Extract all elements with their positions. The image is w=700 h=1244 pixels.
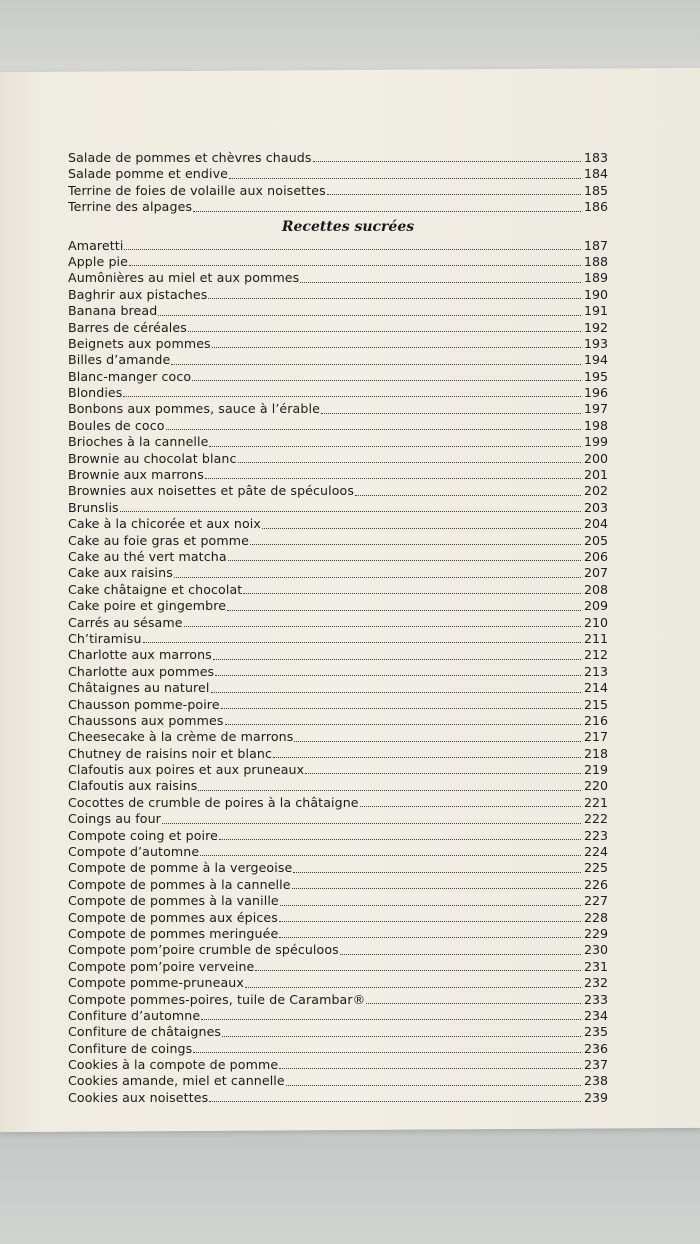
dot-leader [123,396,581,397]
toc-entry-title: Aumônières au miel et aux pommes [68,270,300,286]
toc-entry [68,303,608,319]
dot-leader [228,560,581,561]
toc-entry [68,166,608,182]
toc-entry [68,270,608,286]
toc-entry-page: 187 [583,237,608,253]
toc-entry-page: 217 [583,729,608,745]
dot-leader [162,823,581,824]
toc-entry-title: Brownie aux marrons [68,467,204,483]
toc-entry [68,942,608,958]
toc-entry-page: 212 [583,647,608,663]
toc-entry-page: 194 [583,352,608,368]
dot-leader [286,1085,581,1086]
toc-entry-page: 211 [583,630,608,646]
toc-entry [68,647,608,663]
toc-entry-title: Brownie au chocolat blanc [68,450,237,466]
toc-entry-title: Terrine des alpages [68,199,193,215]
toc-entry-page: 196 [583,385,608,401]
dot-leader [213,659,581,660]
toc-entry [68,959,608,975]
dot-leader [192,380,581,381]
toc-entry-title: Blanc-manger coco [68,368,192,384]
toc-entry-title: Compote pom’poire crumble de spéculoos [68,942,339,958]
toc-entry-page: 235 [583,1024,608,1040]
toc-entry-title: Compote d’automne [68,844,200,860]
toc-entry [68,877,608,893]
toc-entry-page: 218 [583,745,608,761]
toc-entry [68,467,608,483]
toc-entry-page: 215 [583,696,608,712]
toc-entry-title: Cookies à la compote de pomme [68,1057,279,1073]
toc-entry-page: 195 [583,368,608,384]
toc-entry [68,582,608,598]
toc-entry [68,385,608,401]
toc-entry-title: Cookies amande, miel et cannelle [68,1073,285,1089]
toc-entry-page: 228 [583,909,608,925]
dot-leader [292,888,581,889]
dot-leader [262,528,581,529]
toc-entry-title: Brioches à la cannelle [68,434,209,450]
toc-entry-page: 225 [583,860,608,876]
toc-entry [68,992,608,1008]
toc-entry [68,1057,608,1073]
toc-entry-title: Compote de pommes aux épices [68,909,278,925]
dot-leader [255,970,581,971]
toc-entry-title: Confiture de châtaignes [68,1024,222,1040]
toc-entry-title: Terrine de foies de volaille aux noisettes [68,182,326,198]
toc-entry [68,844,608,860]
toc-entry-title: Compote de pommes à la vanille [68,893,279,909]
toc-entry-page: 198 [583,417,608,433]
dot-leader [227,610,581,611]
dot-leader [293,872,581,873]
toc-entry-title: Carrés au sésame [68,614,183,630]
table-of-contents [68,150,608,1106]
dot-leader [280,905,581,906]
toc-entry-page: 185 [583,182,608,198]
toc-entry-page: 190 [583,286,608,302]
dot-leader [212,347,581,348]
toc-entry [68,795,608,811]
dot-leader [129,265,581,266]
dot-leader [305,773,581,774]
toc-entry-title: Barres de céréales [68,319,187,335]
dot-leader [201,1019,581,1020]
toc-entry-page: 232 [583,975,608,991]
toc-entry [68,713,608,729]
toc-entry-page: 204 [583,516,608,532]
toc-entry [68,975,608,991]
toc-entry-title: Châtaignes au naturel [68,680,210,696]
toc-entry-page: 230 [583,942,608,958]
toc-entry [68,199,608,215]
toc-entry [68,697,608,713]
dot-leader [193,1052,581,1053]
toc-entry [68,811,608,827]
toc-entry [68,565,608,581]
toc-entry-page: 206 [583,548,608,564]
toc-entry [68,615,608,631]
toc-entry [68,352,608,368]
toc-entry-title: Charlotte aux marrons [68,647,212,663]
toc-entry-title: Apple pie [68,253,128,269]
dot-leader [219,839,581,840]
dot-leader [221,708,581,709]
toc-entry [68,631,608,647]
toc-entry-page: 224 [583,844,608,860]
toc-entries-before [68,150,608,216]
toc-entry-page: 238 [583,1073,608,1089]
dot-leader [279,1068,581,1069]
toc-entry [68,746,608,762]
dot-leader [166,429,581,430]
toc-entry [68,729,608,745]
toc-entry-page: 219 [583,762,608,778]
toc-entry-page: 183 [583,150,608,165]
dot-leader [209,446,581,447]
toc-entry-page: 210 [583,614,608,630]
dot-leader [250,544,581,545]
toc-entry-page: 222 [583,811,608,827]
toc-entry [68,483,608,499]
toc-entry-page: 220 [583,778,608,794]
toc-entry [68,369,608,385]
toc-entry-page: 237 [583,1057,608,1073]
toc-entry-page: 203 [583,499,608,515]
toc-entry-page: 205 [583,532,608,548]
toc-entry-title: Coings au four [68,811,161,827]
toc-entry-page: 202 [583,483,608,499]
dot-leader [238,462,582,463]
toc-entry-page: 229 [583,925,608,941]
toc-entry-title: Beignets aux pommes [68,335,211,351]
toc-entry-title: Boules de coco [68,417,165,433]
toc-entry-title: Bonbons aux pommes, sauce à l’érable [68,401,320,417]
dot-leader [120,511,581,512]
toc-entry-title: Compote de pommes à la cannelle [68,876,291,892]
dot-leader [313,161,581,162]
dot-leader [366,1003,581,1004]
dot-leader [209,1101,581,1102]
toc-entry-title: Banana bread [68,303,158,319]
toc-entry [68,1041,608,1057]
toc-entry-page: 199 [583,434,608,450]
toc-entry-page: 184 [583,166,608,182]
dot-leader [243,593,581,594]
toc-entries-after [68,238,608,1107]
toc-entry [68,401,608,417]
dot-leader [340,954,581,955]
toc-entry-title: Charlotte aux pommes [68,663,215,679]
toc-entry-title: Brownies aux noisettes et pâte de spéculoos [68,483,354,499]
toc-entry-page: 221 [583,794,608,810]
dot-leader [124,249,581,250]
toc-entry-title: Clafoutis aux poires et aux pruneaux [68,762,305,778]
dot-leader [245,987,581,988]
toc-entry [68,1008,608,1024]
toc-entry [68,860,608,876]
toc-entry-title: Compote pomme-pruneaux [68,975,244,991]
toc-entry [68,418,608,434]
dot-leader [321,413,581,414]
dot-leader [174,577,581,578]
dot-leader [229,178,581,179]
toc-entry [68,910,608,926]
toc-entry [68,680,608,696]
toc-entry-page: 208 [583,581,608,597]
dot-leader [279,921,581,922]
toc-entry-title: Salade de pommes et chèvres chauds [68,150,312,165]
toc-entry-title: Chutney de raisins noir et blanc [68,745,272,761]
toc-entry-title: Chausson pomme-poire [68,696,220,712]
dot-leader [188,331,581,332]
toc-entry-title: Cocottes de crumble de poires à la châtaigne [68,794,359,810]
dot-leader [143,642,581,643]
toc-entry-title: Ch’tiramisu [68,630,142,646]
toc-entry-title: Cake à la chicorée et aux noix [68,516,261,532]
dot-leader [215,675,581,676]
toc-entry-page: 236 [583,1040,608,1056]
toc-entry [68,762,608,778]
toc-entry [68,183,608,199]
toc-entry-page: 189 [583,270,608,286]
toc-entry [68,828,608,844]
toc-entry [68,451,608,467]
toc-entry-title: Cake poire et gingembre [68,598,227,614]
toc-entry [68,1024,608,1040]
toc-entry [68,664,608,680]
toc-entry-title: Compote pommes-poires, tuile de Carambar® [68,991,366,1007]
toc-entry [68,254,608,270]
toc-entry [68,533,608,549]
toc-entry-title: Compote coing et poire [68,827,218,843]
toc-entry [68,287,608,303]
toc-entry [68,320,608,336]
dot-leader [208,298,581,299]
dot-leader [279,937,581,938]
dot-leader [300,282,581,283]
toc-entry [68,1073,608,1089]
toc-entry [68,1090,608,1106]
toc-entry [68,516,608,532]
toc-entry-page: 214 [583,680,608,696]
toc-entry-page: 226 [583,876,608,892]
toc-entry-page: 227 [583,893,608,909]
dot-leader [225,724,581,725]
toc-entry-page: 207 [583,565,608,581]
dot-leader [193,211,581,212]
dot-leader [273,757,581,758]
toc-entry-page: 231 [583,958,608,974]
dot-leader [205,478,581,479]
toc-entry-page: 233 [583,991,608,1007]
toc-entry-title: Salade pomme et endive [68,166,228,182]
toc-entry-page: 216 [583,712,608,728]
toc-entry-title: Compote pom’poire verveine [68,958,255,974]
toc-entry [68,238,608,254]
toc-entry-title: Cake aux raisins [68,565,173,581]
dot-leader [355,495,581,496]
background-bottom [0,1120,700,1244]
toc-entry-title: Cake châtaigne et chocolat [68,581,243,597]
toc-entry [68,549,608,565]
toc-entry [68,778,608,794]
toc-entry [68,926,608,942]
toc-entry [68,434,608,450]
toc-entry-page: 197 [583,401,608,417]
toc-entry-title: Compote de pomme à la vergeoise [68,860,293,876]
toc-entry-page: 201 [583,467,608,483]
toc-entry-page: 234 [583,1007,608,1023]
toc-entry [68,598,608,614]
toc-entry-page: 188 [583,253,608,269]
toc-entry [68,500,608,516]
toc-entry-title: Cheesecake à la crème de marrons [68,729,294,745]
dot-leader [222,1036,581,1037]
toc-entry-page: 200 [583,450,608,466]
toc-entry-title: Compote de pommes meringuée [68,925,279,941]
toc-entry-title: Amaretti [68,237,124,253]
section-heading: Recettes sucrées [281,218,415,235]
toc-entry-page: 191 [583,303,608,319]
dot-leader [211,692,581,693]
dot-leader [171,364,581,365]
toc-entry-title: Cake au foie gras et pomme [68,532,249,548]
toc-entry-title: Confiture d’automne [68,1007,201,1023]
toc-entry-page: 209 [583,598,608,614]
dot-leader [200,855,581,856]
toc-entry [68,150,608,166]
toc-entry-page: 223 [583,827,608,843]
toc-entry [68,893,608,909]
toc-entry-page: 193 [583,335,608,351]
toc-entry-title: Chaussons aux pommes [68,712,224,728]
dot-leader [360,806,581,807]
dot-leader [294,741,581,742]
toc-entry-page: 239 [583,1089,608,1105]
toc-entry-title: Blondies [68,385,123,401]
toc-entry [68,336,608,352]
toc-entry-page: 192 [583,319,608,335]
dot-leader [198,790,581,791]
dot-leader [327,194,581,195]
dot-leader [184,626,581,627]
toc-entry-page: 186 [583,199,608,215]
toc-entry-page: 213 [583,663,608,679]
toc-entry-title: Brunslis [68,499,119,515]
toc-entry-title: Cookies aux noisettes [68,1089,209,1105]
toc-entry-title: Billes d’amande [68,352,171,368]
dot-leader [158,315,581,316]
toc-entry-title: Cake au thé vert matcha [68,548,227,564]
toc-entry-title: Clafoutis aux raisins [68,778,198,794]
toc-entry-title: Baghrir aux pistaches [68,286,208,302]
toc-entry-title: Confiture de coings [68,1040,193,1056]
